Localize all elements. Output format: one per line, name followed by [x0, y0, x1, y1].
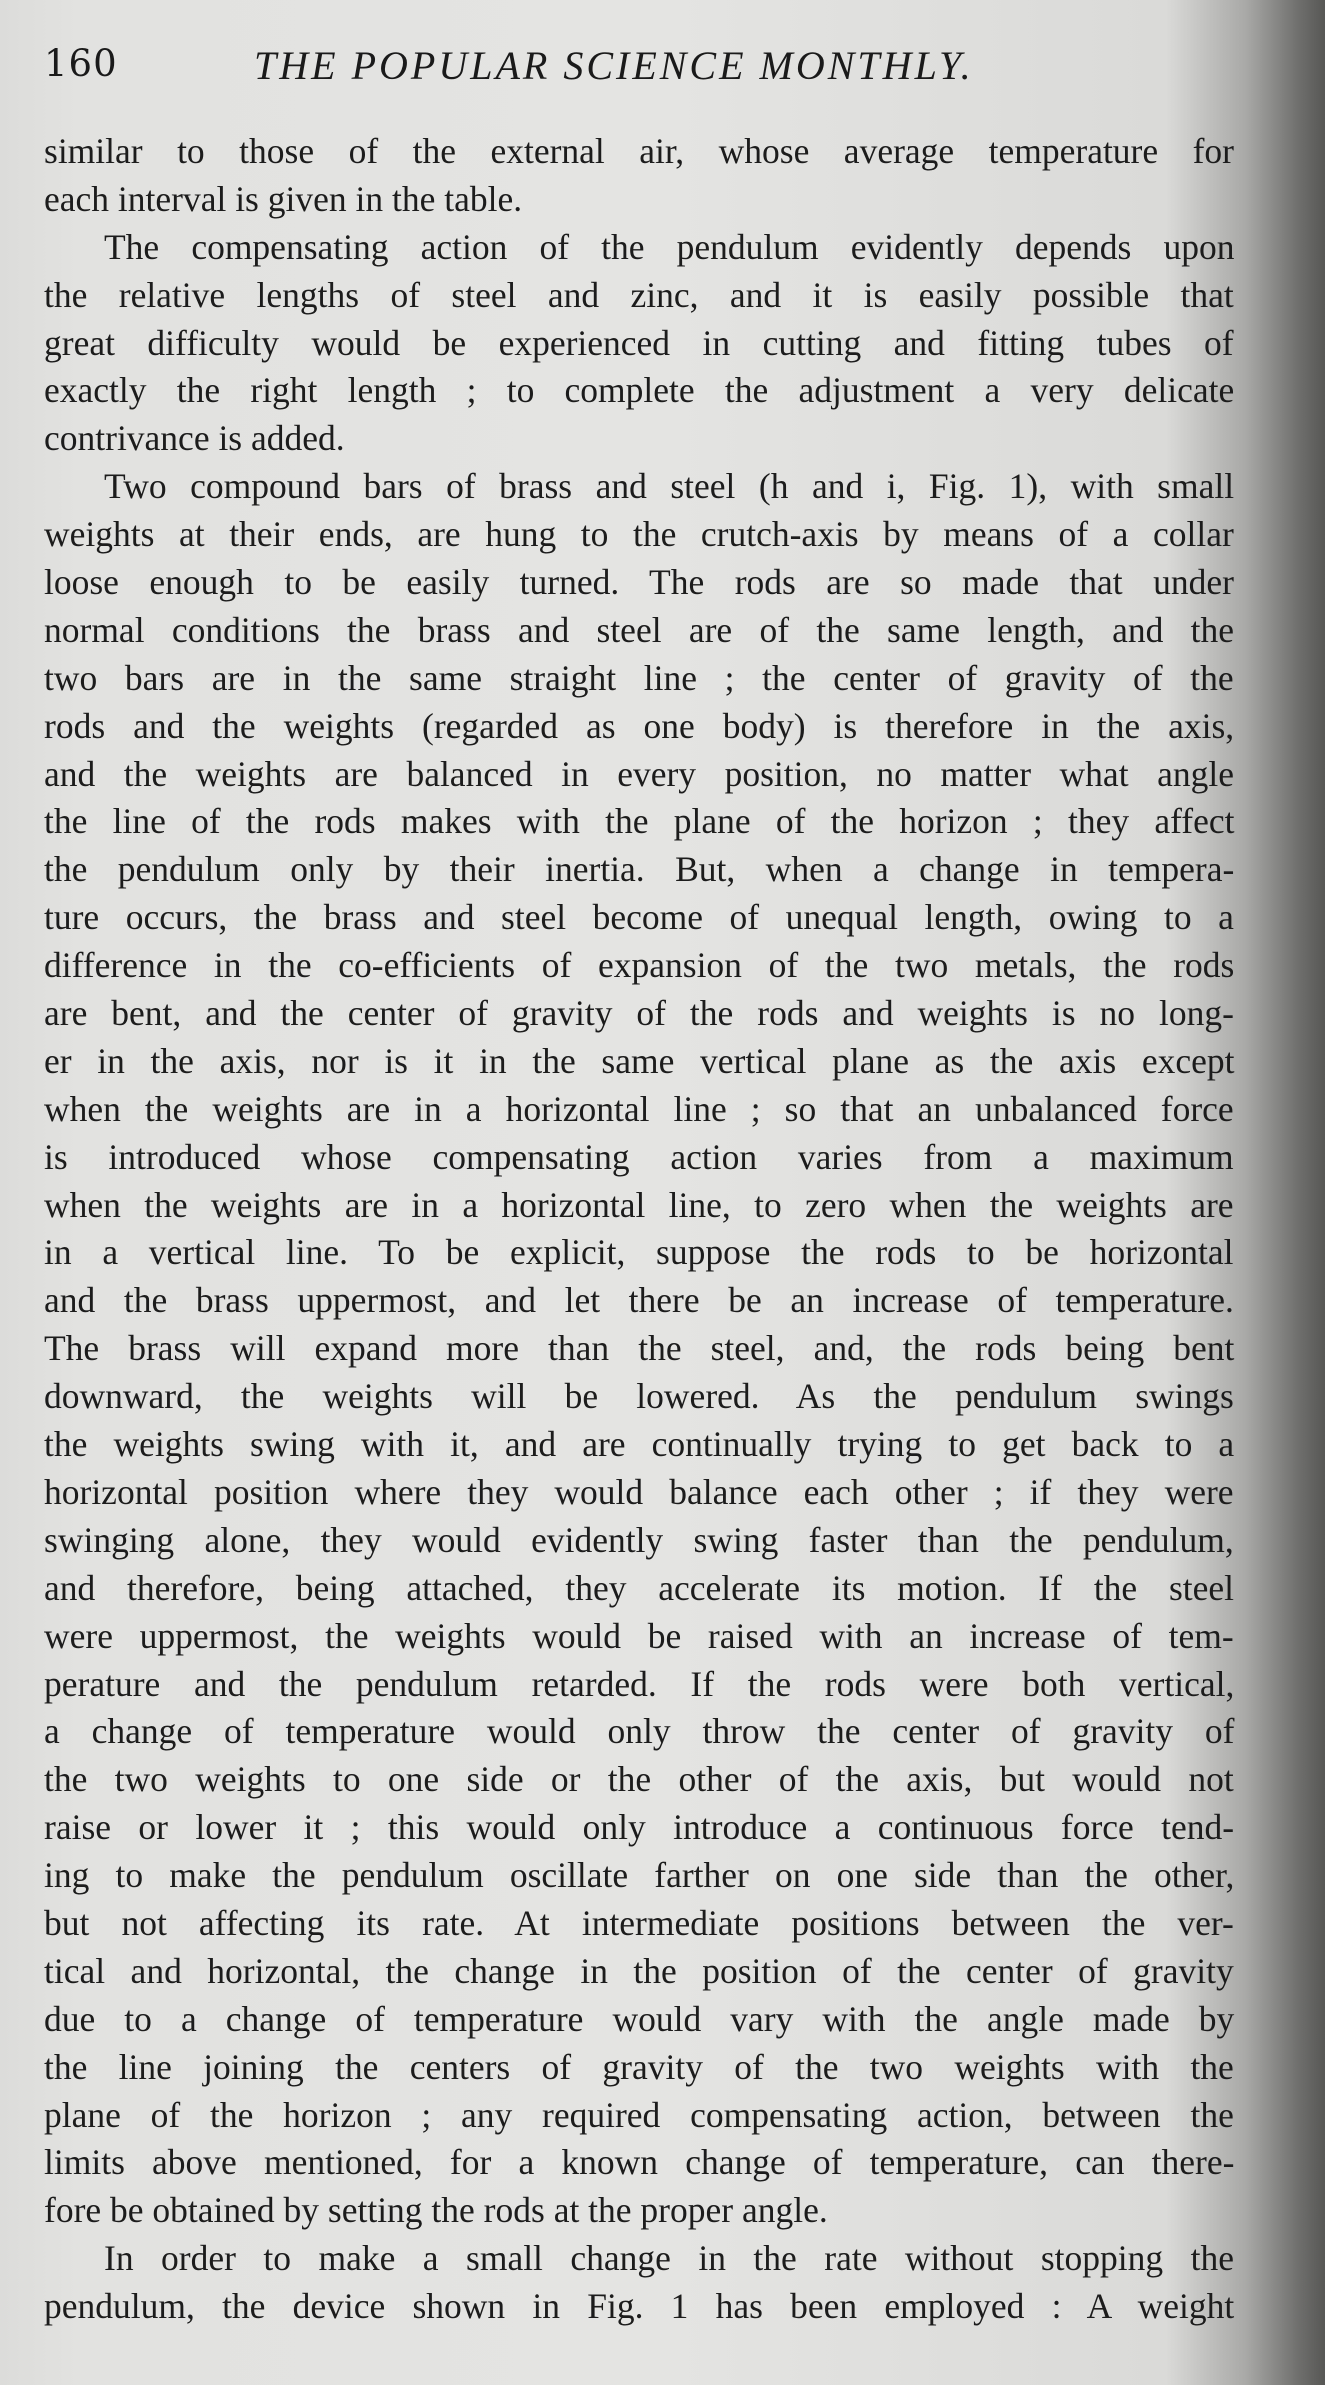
text-line: each interval is given in the table. [44, 178, 523, 219]
text-line: The compensating action of the pendulum evidently depends upon [104, 226, 1235, 267]
text-line: contrivance is added. [44, 418, 345, 459]
text-line: limits above mentioned, for a known change of temperature, can there- [44, 2142, 1235, 2183]
text-line: and the brass uppermost, and let there be an increase of temperature. [44, 1280, 1234, 1321]
text-line: perature and the pendulum retarded. If the rods were both vertical, [44, 1663, 1235, 1704]
text-line: the line joining the centers of gravity of the two weights with the [44, 2046, 1234, 2087]
text-line: the line of the rods makes with the plane of the horizon ; they affect [44, 801, 1235, 842]
text-line: the two weights to one side or the other of the axis, but would not [44, 1759, 1234, 1800]
page-header [44, 42, 1104, 102]
text-line: downward, the weights will be lowered. As the pendulum swings [44, 1376, 1234, 1417]
text-line: loose enough to be easily turned. The rods are so made that under [44, 562, 1234, 603]
text-line: and the weights are balanced in every position, no matter what angle [44, 753, 1234, 794]
text-line: Two compound bars of brass and steel (h and i, Fig. 1), with small [104, 466, 1235, 507]
text-line: when the weights are in a horizontal line, to zero when the weights are [44, 1184, 1234, 1225]
text-line: the pendulum only by their inertia. But, when a change in tempera- [44, 849, 1235, 890]
text-line: the relative lengths of steel and zinc, and it is easily possible that [44, 274, 1234, 315]
text-line: tical and horizontal, the change in the position of the center of gravity [44, 1950, 1234, 1991]
text-line: The brass will expand more than the steel, and, the rods being bent [44, 1328, 1235, 1369]
text-line: raise or lower it ; this would only introduce a continuous force tend- [44, 1807, 1235, 1848]
text-line: but not affecting its rate. At intermediate positions between the ver- [44, 1902, 1234, 1943]
text-line: plane of the horizon ; any required compensating action, between the [44, 2094, 1234, 2135]
text-line: weights at their ends, are hung to the crutch-axis by means of a collar [44, 514, 1234, 555]
page-number: 160 [44, 42, 118, 85]
text-line: two bars are in the same straight line ; the center of gravity of the [44, 657, 1234, 698]
text-line: exactly the right length ; to complete the adjustment a very delicate [44, 370, 1235, 411]
body-text [44, 128, 1244, 2331]
text-line: the weights swing with it, and are continually trying to get back to a [44, 1424, 1235, 1465]
text-line: ture occurs, the brass and steel become of unequal length, owing to a [44, 897, 1234, 938]
text-line: were uppermost, the weights would be raised with an increase of tem- [44, 1615, 1234, 1656]
text-line: normal conditions the brass and steel are of the same length, and the [44, 609, 1235, 650]
text-line: horizontal position where they would balance each other ; if they were [44, 1471, 1234, 1512]
text-line: when the weights are in a horizontal line ; so that an unbalanced force [44, 1088, 1234, 1129]
text-line: a change of temperature would only throw the center of gravity of [44, 1711, 1235, 1752]
text-line: pendulum, the device shown in Fig. 1 has been employed : A weight [44, 2286, 1235, 2327]
text-line: In order to make a small change in the rate without stopping the [104, 2238, 1234, 2279]
running-title: THE POPULAR SCIENCE MONTHLY. [254, 43, 974, 88]
text-line: difference in the co-efficients of expansion of the two metals, the rods [44, 945, 1235, 986]
text-line: are bent, and the center of gravity of the rods and weights is no long- [44, 993, 1234, 1034]
text-line: great difficulty would be experienced in cutting and fitting tubes of [44, 322, 1234, 363]
text-line: due to a change of temperature would vary with the angle made by [44, 1998, 1235, 2039]
text-line: er in the axis, nor is it in the same vertical plane as the axis except [44, 1040, 1235, 1081]
text-line: in a vertical line. To be explicit, suppose the rods to be horizontal [44, 1232, 1234, 1273]
text-line: fore be obtained by setting the rods at the proper angle. [44, 2190, 828, 2231]
text-line: similar to those of the external air, whose average temperature for [44, 131, 1235, 171]
text-line: is introduced whose compensating action varies from a maximum [44, 1136, 1234, 1177]
text-line: swinging alone, they would evidently swing faster than the pendulum, [44, 1519, 1234, 1560]
text-line: rods and the weights (regarded as one body) is therefore in the axis, [44, 705, 1235, 746]
text-line: and therefore, being attached, they accelerate its motion. If the steel [44, 1567, 1235, 1608]
text-line: ing to make the pendulum oscillate farther on one side than the other, [44, 1855, 1235, 1896]
